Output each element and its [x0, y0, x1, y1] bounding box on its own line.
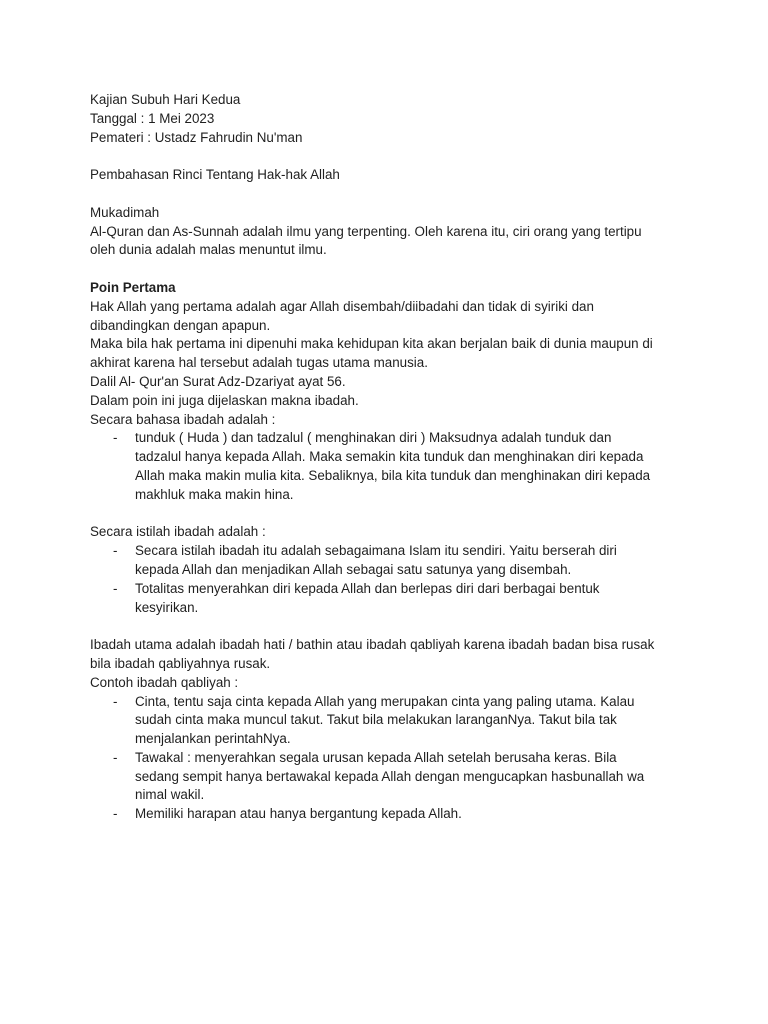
list-item-line: menjalankan perintahNya. [135, 731, 291, 747]
poin-pertama-heading: Poin Pertama [90, 279, 176, 295]
list-item-line: Memiliki harapan atau hanya bergantung kepada Allah. [135, 806, 462, 822]
paragraph-line: Dalil Al- Qur'an Surat Adz-Dzariyat ayat 56. [90, 373, 346, 389]
paragraph-line: Dalam poin ini juga dijelaskan makna ibadah. [90, 392, 359, 408]
bullet-dash: - [113, 749, 118, 765]
list-item [90, 749, 690, 805]
list-item-line: nimal wakil. [135, 787, 205, 803]
paragraph-line: dibandingkan dengan apapun. [90, 317, 271, 333]
paragraph-line: Maka bila hak pertama ini dipenuhi maka kehidupan kita akan berjalan baik di dunia maupun di [90, 336, 653, 352]
list-item-line: kepada Allah dan menjadikan Allah sebagai satu satunya yang disembah. [135, 561, 572, 577]
list-item [90, 805, 690, 824]
document-speaker: Pemateri : Ustadz Fahrudin Nu'man [90, 129, 303, 145]
paragraph-line: Contoh ibadah qabliyah : [90, 674, 239, 690]
spacer [90, 617, 690, 636]
paragraph-line: Hak Allah yang pertama adalah agar Allah disembah/diibadahi dan tidak di syiriki dan [90, 298, 594, 314]
spacer [90, 260, 690, 279]
istilah-heading: Secara istilah ibadah adalah : [90, 524, 266, 540]
list-item-line: Totalitas menyerahkan diri kepada Allah dan berlepas diri dari berbagai bentuk [135, 580, 600, 596]
list-item [90, 429, 690, 504]
topic-heading: Pembahasan Rinci Tentang Hak-hak Allah [90, 167, 340, 183]
paragraph-line: bila ibadah qabliyahnya rusak. [90, 655, 271, 671]
list-item [90, 580, 690, 618]
list-item-line: sudah cinta maka muncul takut. Takut bila melakukan laranganNya. Takut bila tak [135, 712, 617, 728]
spacer [90, 185, 690, 204]
list-item-line: sedang sempit hanya bertawakal kepada Allah dengan mengucapkan hasbunallah wa [135, 768, 645, 784]
list-item [90, 542, 690, 580]
mukadimah-heading: Mukadimah [90, 204, 160, 220]
spacer [90, 505, 690, 524]
list-item-line: Allah maka makin mulia kita. Sebaliknya, bila kita tunduk dan menghinakan diri kepada [135, 467, 651, 483]
bullet-dash: - [113, 430, 118, 446]
paragraph-line: Secara bahasa ibadah adalah : [90, 411, 276, 427]
document-title: Kajian Subuh Hari Kedua [90, 92, 241, 107]
paragraph-line: oleh dunia adalah malas menuntut ilmu. [90, 242, 327, 258]
paragraph-line: akhirat karena hal tersebut adalah tugas utama manusia. [90, 355, 428, 371]
list-item-line: tunduk ( Huda ) dan tadzalul ( menghinakan diri ) Maksudnya adalah tunduk dan [135, 430, 612, 446]
bullet-dash: - [113, 693, 118, 709]
list-item-line: Secara istilah ibadah itu adalah sebagaimana Islam itu sendiri. Yaitu berserah diri [135, 543, 617, 559]
document-date: Tanggal : 1 Mei 2023 [90, 110, 215, 126]
list-item [90, 693, 690, 749]
list-item-line: Cinta, tentu saja cinta kepada Allah yang merupakan cinta yang paling utama. Kalau [135, 693, 635, 709]
document-page [90, 91, 690, 824]
bullet-dash: - [113, 806, 118, 822]
list-item-line: tadzalul hanya kepada Allah. Maka semakin kita tunduk dan menghinakan diri kepada [135, 449, 644, 465]
paragraph-line: Ibadah utama adalah ibadah hati / bathin atau ibadah qabliyah karena ibadah badan bisa rusak [90, 637, 655, 653]
bullet-dash: - [113, 580, 118, 596]
bullet-dash: - [113, 543, 118, 559]
list-item-line: Tawakal : menyerahkan segala urusan kepada Allah setelah berusaha keras. Bila [135, 749, 617, 765]
list-item-line: kesyirikan. [135, 599, 199, 615]
list-item-line: makhluk maka makin hina. [135, 486, 294, 502]
paragraph-line: Al-Quran dan As-Sunnah adalah ilmu yang terpenting. Oleh karena itu, ciri orang yang tertipu [90, 223, 642, 239]
spacer [90, 147, 690, 166]
